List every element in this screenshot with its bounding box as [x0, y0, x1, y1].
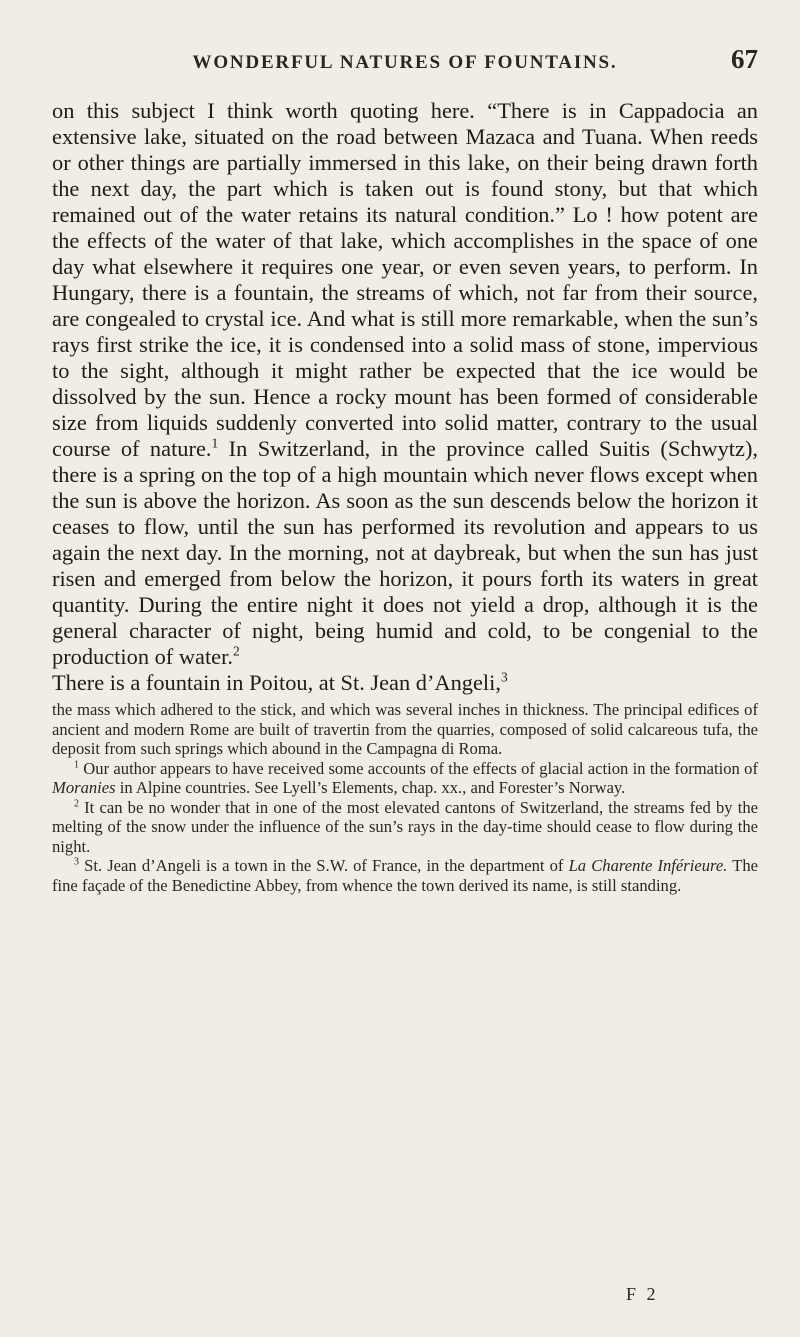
body-text-segment: on this subject I think worth quoting here. “There is in Cappadocia an extensive lake, situated on the road between Mazaca and Tuana. When reeds or other things are partially immersed in this lake, on their being drawn forth the next day, the part which is taken out is found stony, but that which remained out of the water retains its natural condition.” Lo ! how potent are the effects of the water of that lake, which accomplishes in the space of one day what elsewhere it requires one year, or even seven years, to perform. In Hungary, there is a fountain, the streams of which, not far from their source, are congealed to crystal ice. And what is still more remarkable, when the sun’s rays first strike the ice, it is condensed into a solid mass of stone, impervious to the sight, although it might rather be expected that the ice would be dissolved by the sun. Hence a rocky mount has been formed of considerable size from liquids suddenly converted into solid matter, contrary to the usual course of nature.: [52, 98, 758, 461]
footnote-marker: 1: [74, 758, 79, 770]
body-text-segment: There is a fountain in Poitou, at St. Jean d’Angeli,: [52, 670, 501, 695]
footnote-reference: 1: [211, 435, 219, 451]
book-page: [52, 44, 758, 895]
body-paragraph: [52, 670, 758, 696]
footnote-reference: 3: [500, 669, 508, 685]
footnote-1: [52, 759, 758, 798]
footnote-italic: Moranies: [52, 778, 116, 797]
footnotes: [52, 700, 758, 895]
footnote-marker: 2: [74, 797, 79, 809]
footnote-text: It can be no wonder that in one of the most elevated cantons of Switzerland, the streams fed by the melting of the snow under the influence of the sun’s rays in the day-time should cease to flow during the night.: [52, 797, 758, 856]
signature-mark: F 2: [626, 1284, 659, 1304]
footnote-continuation: the mass which adhered to the stick, and which was several inches in thickness. The principal edifices of ancient and modern Rome are built of travertin from the quarries, composed of solid calcareous tufa, the deposit from such springs which abound in the Campagna di Roma.: [52, 700, 758, 758]
footnote-text: in Alpine countries. See Lyell’s Elements, chap. xx., and Forester’s Norway.: [115, 778, 626, 797]
running-title: WONDERFUL NATURES OF FOUNTAINS.: [192, 52, 618, 73]
page-number: 67: [731, 44, 758, 74]
footnote-text: The fine façade of the Benedictine Abbey, from whence the town derived its name, is still standing.: [52, 856, 758, 895]
footnote-text: Our author appears to have received some accounts of the effects of glacial action in the formation of: [78, 758, 758, 778]
footnote-italic: La Charente Inférieure.: [568, 856, 728, 875]
footnote-2: [52, 798, 758, 857]
footnote-3: [52, 856, 758, 895]
body-paragraph: [52, 98, 758, 670]
body-text-segment: In Switzerland, in the province called Suitis (Schwytz), there is a spring on the top of a high mountain which never flows except when the sun is above the horizon. As soon as the sun descends below the horizon it ceases to flow, until the sun has performed its revolution and appears to us again the next day. In the morning, not at daybreak, but when the sun has just risen and emerged from below the horizon, it pours forth its waters in great quantity. During the entire night it does not yield a drop, although it is the general character of night, being humid and cold, to be congenial to the production of water.: [52, 436, 758, 669]
footnote-marker: 3: [74, 856, 79, 868]
running-head: [52, 44, 758, 76]
footnote-text: St. Jean d’Angeli is a town in the S.W. of France, in the department of: [78, 856, 569, 875]
footnote-reference: 2: [232, 643, 240, 659]
main-text: [52, 98, 758, 696]
